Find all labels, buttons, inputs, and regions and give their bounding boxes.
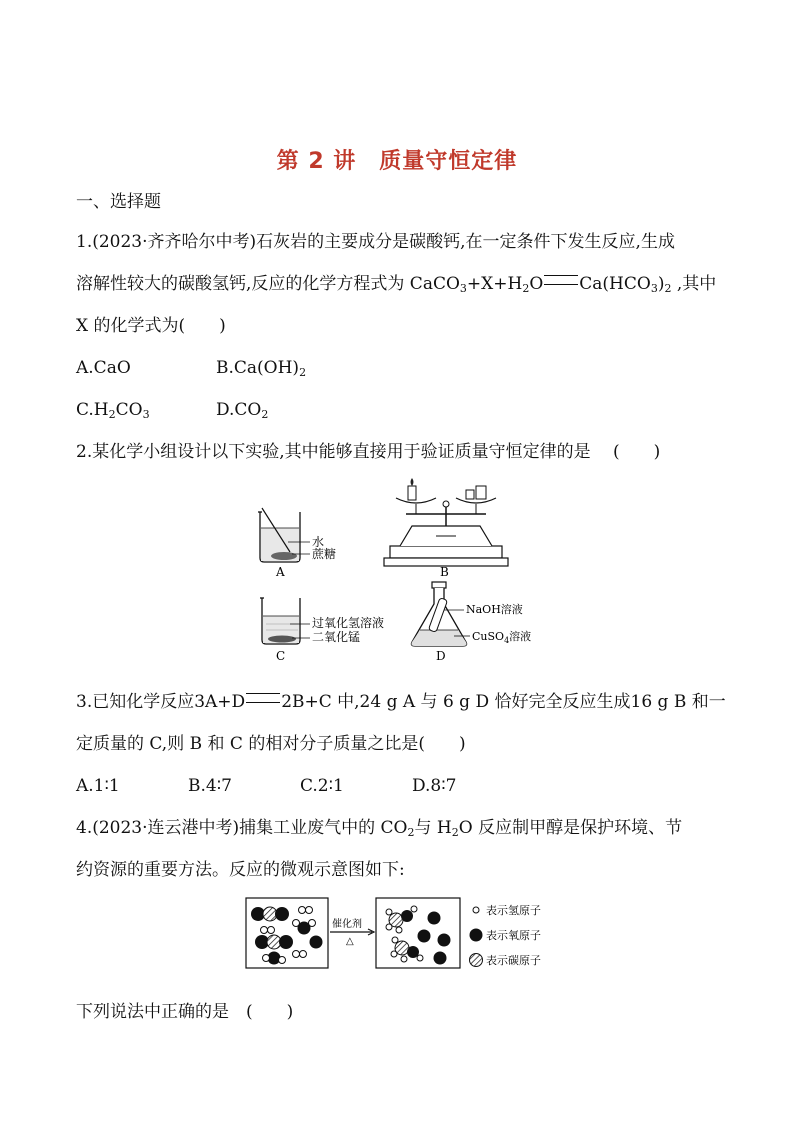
q1-line2: 溶解性较大的碳酸氢钙,反应的化学方程式为 $CaCO_3+X+H_2O$ $Ca(HCO_3)_2$ ,其中 (76, 274, 717, 295)
figure-a-beaker (258, 508, 310, 562)
q1-option-d: $D.CO_2$ (216, 400, 269, 421)
figure-a-water-label: 水 (312, 535, 325, 549)
equals-sign (544, 275, 578, 285)
q3-option-a: A.1∶1 (76, 776, 120, 796)
q3-line1: 3.已知化学反应3A+D 2B+C 中,24 g A 与 6 g D 恰好完全反应生成16 g B 和一 (76, 692, 726, 712)
q2-text: 2.某化学小组设计以下实验,其中能够直接用于验证质量守恒定律的是 ( ) (76, 442, 661, 462)
heat-symbol: △ (346, 936, 354, 947)
figure-b-label: B (440, 565, 449, 579)
figure-c-label: C (276, 649, 286, 663)
q3-option-d: D.8∶7 (412, 776, 457, 796)
figure-b-balance (384, 478, 508, 566)
figure-c-beaker (260, 598, 310, 644)
q3-option-b: B.4∶7 (188, 776, 232, 796)
legend-hydrogen: 表示氢原子 (486, 904, 541, 917)
q1-line3: X 的化学式为( ) (76, 316, 226, 336)
figure-d-naoh-label: NaOH溶液 (466, 603, 523, 616)
figure-d-label: D (436, 649, 446, 663)
q1-option-c: $C.H_2CO_3$ (76, 400, 150, 421)
q3-line2: 定质量的 C,则 B 和 C 的相对分子质量之比是( ) (76, 734, 466, 754)
figure-a-label: A (276, 565, 285, 579)
oxygen-atom-icon (470, 929, 483, 942)
q3-option-c: C.2∶1 (300, 776, 344, 796)
q1-option-b: $B.Ca(OH)_2$ (216, 358, 307, 379)
section-heading: 一、选择题 (76, 192, 161, 212)
figure-d-flask (411, 582, 470, 646)
q2-figure (240, 474, 560, 668)
legend (470, 907, 483, 967)
q4-after-text: 下列说法中正确的是 ( ) (76, 1002, 294, 1022)
figure-a-sugar-label: 蔗糖 (312, 547, 337, 561)
catalyst-label: 催化剂 (332, 919, 362, 930)
carbon-atom-icon (470, 954, 483, 967)
q4-line2: 约资源的重要方法。反应的微观示意图如下: (76, 860, 405, 880)
page-title: 第 2 讲 质量守恒定律 (276, 149, 518, 174)
legend-oxygen: 表示氧原子 (486, 929, 541, 942)
figure-d-cuso4-label: CuSO$_4$溶液 (472, 630, 532, 645)
q1-option-a: A.CaO (76, 358, 131, 378)
figure-c-mno2-label: 二氧化锰 (312, 630, 361, 644)
equals-sign (246, 693, 280, 703)
hydrogen-atom-icon (473, 907, 479, 913)
legend-carbon: 表示碳原子 (486, 954, 541, 967)
figure-c-h2o2-label: 过氧化氢溶液 (312, 616, 385, 630)
q4-line1: 4.(2023·连云港中考)捕集工业废气中的 $CO_2$与 $H_2O$ 反应制甲醇是保护环境、节 (76, 818, 683, 839)
q1-line1: 1.(2023·齐齐哈尔中考)石灰岩的主要成分是碳酸钙,在一定条件下发生反应,生成 (76, 232, 675, 252)
q4-figure (244, 896, 556, 972)
